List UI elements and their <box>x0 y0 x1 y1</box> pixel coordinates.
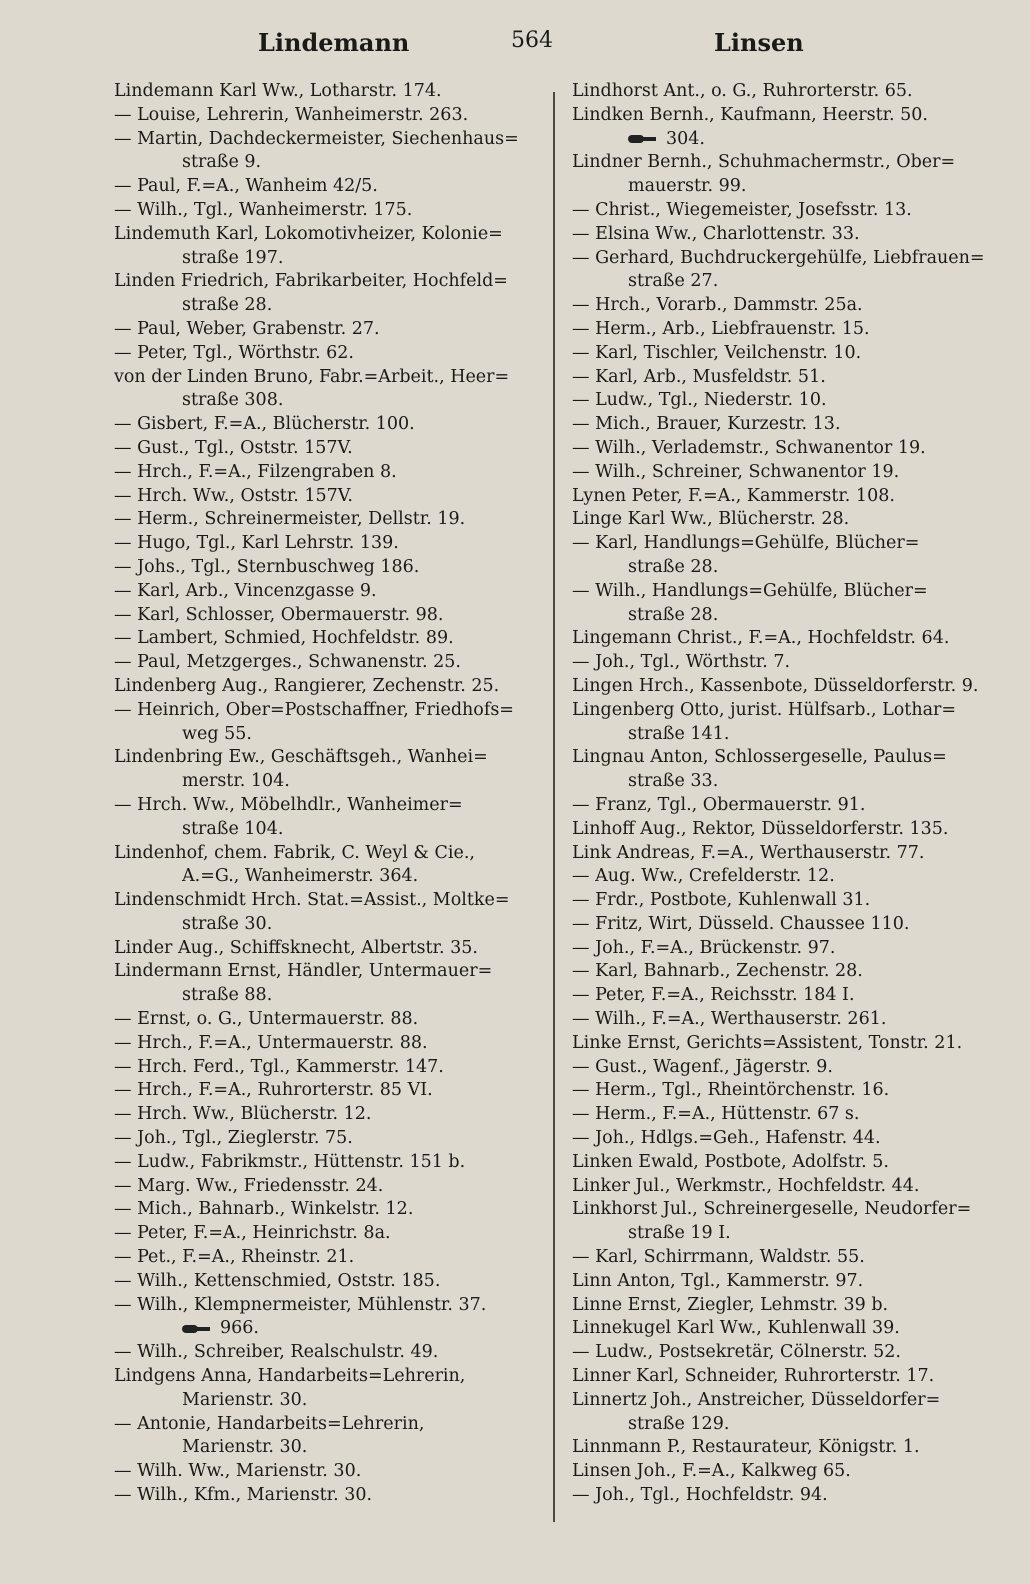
entry-text: Lindken Bernh., Kaufmann, Heerstr. 50. <box>572 104 928 125</box>
directory-entry-line <box>572 1413 1012 1437</box>
entry-text: straße 30. <box>182 913 273 934</box>
entry-text: — Heinrich, Ober=Postschaffner, Friedhofs= <box>114 699 514 720</box>
directory-entry-line <box>572 1389 1012 1413</box>
entry-text: — Ludw., Tgl., Niederstr. 10. <box>572 390 827 411</box>
directory-entry-line <box>114 318 544 342</box>
directory-entry-line <box>114 1175 544 1199</box>
entry-text: — Peter, F.=A., Heinrichstr. 8a. <box>114 1223 391 1244</box>
entry-text: Lindenhof, chem. Fabrik, C. Weyl & Cie., <box>114 842 475 863</box>
directory-entry-line <box>572 818 1012 842</box>
entry-text: straße 308. <box>182 390 284 411</box>
directory-entry-line <box>114 675 544 699</box>
entry-text: straße 141. <box>628 723 730 744</box>
directory-entry-line <box>572 104 1012 128</box>
directory-entry-line <box>572 318 1012 342</box>
directory-entry-line <box>572 580 1012 604</box>
entry-text: Lindhorst Ant., o. G., Ruhrorterstr. 65. <box>572 81 913 101</box>
directory-entry-line <box>114 913 544 937</box>
entry-text: — Marg. Ww., Friedensstr. 24. <box>114 1175 384 1196</box>
entry-text: — Gisbert, F.=A., Blücherstr. 100. <box>114 414 415 435</box>
entry-text: — Ludw., Fabrikmstr., Hüttenstr. 151 b. <box>114 1151 466 1172</box>
directory-entry-line <box>114 1294 544 1318</box>
directory-entry-line <box>114 461 544 485</box>
directory-entry-line <box>572 1079 1012 1103</box>
directory-entry-line <box>572 1317 1012 1341</box>
directory-entry-line <box>114 247 544 271</box>
entry-text: — Wilh., Klempnermeister, Mühlenstr. 37. <box>114 1294 487 1315</box>
entry-text: straße 28. <box>628 604 719 625</box>
entry-text: Lindenschmidt Hrch. Stat.=Assist., Moltke= <box>114 890 510 911</box>
directory-entry-line <box>114 984 544 1008</box>
entry-text: — Johs., Tgl., Sternbuschweg 186. <box>114 556 420 577</box>
directory-entry-line <box>572 1008 1012 1032</box>
entry-text: Linge Karl Ww., Blücherstr. 28. <box>572 509 850 530</box>
directory-entry-line <box>114 1198 544 1222</box>
directory-entry-line <box>572 1365 1012 1389</box>
entry-text: — Hrch., F.=A., Filzengraben 8. <box>114 461 397 482</box>
directory-entry-line <box>114 151 544 175</box>
directory-entry-line <box>572 508 1012 532</box>
entry-text: — Wilh., Schreiber, Realschulstr. 49. <box>114 1342 439 1363</box>
entry-text: — Peter, F.=A., Reichsstr. 184 I. <box>572 985 855 1006</box>
entry-text: Linn Anton, Tgl., Kammerstr. 97. <box>572 1270 864 1291</box>
directory-entry-line <box>114 104 544 128</box>
directory-entry-line <box>572 889 1012 913</box>
entry-text: — Hrch. Ww., Oststr. 157V. <box>114 485 353 506</box>
directory-entry-line <box>572 1151 1012 1175</box>
directory-entry-line <box>572 1270 1012 1294</box>
entry-text: — Martin, Dachdeckermeister, Siechenhaus= <box>114 128 519 149</box>
entry-text: Linner Karl, Schneider, Ruhrorterstr. 17. <box>572 1366 935 1387</box>
directory-entry-line <box>114 604 544 628</box>
entry-text: — Herm., Schreinermeister, Dellstr. 19. <box>114 509 466 530</box>
directory-entry-line <box>572 723 1012 747</box>
directory-entry-line <box>114 1151 544 1175</box>
directory-entry-line <box>572 699 1012 723</box>
directory-entry-line <box>114 818 544 842</box>
entry-text: mauerstr. 99. <box>628 176 747 197</box>
directory-entry-line <box>114 1246 544 1270</box>
directory-entry-line <box>114 1341 544 1365</box>
entry-text: Lindenberg Aug., Rangierer, Zechenstr. 25. <box>114 675 500 696</box>
directory-entry-line <box>572 651 1012 675</box>
entry-text: — Aug. Ww., Crefelderstr. 12. <box>572 866 835 887</box>
entry-text: straße 129. <box>628 1413 730 1434</box>
entry-text: von der Linden Bruno, Fabr.=Arbeit., Heer= <box>114 366 510 387</box>
directory-entry-line <box>114 556 544 580</box>
directory-entry-line <box>572 675 1012 699</box>
directory-entry-line <box>572 1103 1012 1127</box>
directory-entry-line <box>572 770 1012 794</box>
directory-entry-line <box>114 175 544 199</box>
page-number: 564 <box>511 28 553 53</box>
entry-text: — Hrch., Vorarb., Dammstr. 25a. <box>572 295 863 316</box>
right-column <box>572 80 1012 1508</box>
directory-entry-line <box>114 865 544 889</box>
directory-entry-line <box>114 937 544 961</box>
directory-entry-line <box>572 1032 1012 1056</box>
entry-text: A.=G., Wanheimerstr. 364. <box>182 866 419 887</box>
entry-text: — Christ., Wiegemeister, Josefsstr. 13. <box>572 199 912 220</box>
entry-text: 966. <box>220 1318 259 1339</box>
directory-entry-line <box>572 223 1012 247</box>
directory-entry-line <box>114 770 544 794</box>
directory-entry-line <box>114 627 544 651</box>
entry-text: — Hrch. Ww., Blücherstr. 12. <box>114 1104 372 1125</box>
directory-entry-line <box>114 1127 544 1151</box>
directory-entry-line <box>114 128 544 152</box>
entry-text: Lingen Hrch., Kassenbote, Düsseldorferstr. 9. <box>572 675 979 696</box>
directory-entry-line <box>572 151 1012 175</box>
directory-entry-line <box>114 294 544 318</box>
directory-entry-line <box>572 128 1012 152</box>
directory-entry-line <box>114 960 544 984</box>
entry-text: Marienstr. 30. <box>182 1389 308 1410</box>
directory-entry-line <box>114 794 544 818</box>
entry-text: — Wilh., F.=A., Werthauserstr. 261. <box>572 1009 887 1030</box>
entry-text: — Karl, Bahnarb., Zechenstr. 28. <box>572 961 863 982</box>
directory-entry-line <box>572 960 1012 984</box>
directory-entry-line <box>572 746 1012 770</box>
directory-entry-line <box>114 1103 544 1127</box>
entry-text: merstr. 104. <box>182 771 290 792</box>
entry-text: Linne Ernst, Ziegler, Lehmstr. 39 b. <box>572 1294 889 1315</box>
directory-entry-line <box>114 270 544 294</box>
entry-text: — Herm., Tgl., Rheintörchenstr. 16. <box>572 1080 890 1101</box>
entry-text: — Joh., Tgl., Zieglerstr. 75. <box>114 1128 353 1149</box>
directory-entry-line <box>114 508 544 532</box>
entry-text: Lindner Bernh., Schuhmachermstr., Ober= <box>572 152 956 173</box>
directory-entry-line <box>114 1436 544 1460</box>
entry-text: Linker Jul., Werkmstr., Hochfeldstr. 44. <box>572 1175 920 1196</box>
directory-entry-line <box>572 80 1012 104</box>
entry-text: Marienstr. 30. <box>182 1437 308 1458</box>
entry-text: Linnmann P., Restaurateur, Königstr. 1. <box>572 1437 920 1458</box>
entry-text: — Gerhard, Buchdruckergehülfe, Liebfrauen= <box>572 247 985 268</box>
entry-text: straße 9. <box>182 152 262 173</box>
directory-entry-line <box>114 651 544 675</box>
directory-entry-line <box>572 937 1012 961</box>
directory-entry-line <box>114 80 544 104</box>
directory-entry-line <box>572 199 1012 223</box>
directory-entry-line <box>572 366 1012 390</box>
directory-entry-line <box>572 1341 1012 1365</box>
directory-entry-line <box>572 842 1012 866</box>
entry-text: — Mich., Brauer, Kurzestr. 13. <box>572 414 841 435</box>
entry-text: Lingemann Christ., F.=A., Hochfeldstr. 64. <box>572 628 950 649</box>
entry-text: straße 33. <box>628 771 719 792</box>
entry-text: Linke Ernst, Gerichts=Assistent, Tonstr. 21. <box>572 1032 963 1053</box>
entry-text: — Hugo, Tgl., Karl Lehrstr. 139. <box>114 533 399 554</box>
directory-entry-line <box>572 294 1012 318</box>
directory-entry-line <box>572 1127 1012 1151</box>
column-divider <box>553 92 555 1522</box>
directory-entry-line <box>114 1056 544 1080</box>
entry-text: straße 19 I. <box>628 1223 731 1244</box>
entry-text: — Wilh., Kettenschmied, Oststr. 185. <box>114 1270 441 1291</box>
directory-entry-line <box>572 1222 1012 1246</box>
entry-text: Linkhorst Jul., Schreinergeselle, Neudorfer= <box>572 1199 972 1220</box>
directory-entry-line <box>114 532 544 556</box>
directory-entry-line <box>572 1460 1012 1484</box>
entry-text: — Wilh., Handlungs=Gehülfe, Blücher= <box>572 580 928 601</box>
entry-text: — Herm., Arb., Liebfrauenstr. 15. <box>572 318 870 339</box>
entry-text: — Franz, Tgl., Obermauerstr. 91. <box>572 794 866 815</box>
entry-text: — Wilh., Tgl., Wanheimerstr. 175. <box>114 199 413 220</box>
directory-entry-line <box>114 1222 544 1246</box>
entry-text: — Elsina Ww., Charlottenstr. 33. <box>572 223 860 244</box>
entry-text: — Joh., Tgl., Hochfeldstr. 94. <box>572 1485 828 1506</box>
entry-text: Lingenberg Otto, jurist. Hülfsarb., Lothar= <box>572 699 957 720</box>
entry-text: Lindemuth Karl, Lokomotivheizer, Kolonie= <box>114 223 503 244</box>
entry-text: straße 28. <box>628 556 719 577</box>
entry-text: — Paul, F.=A., Wanheim 42/5. <box>114 176 378 197</box>
entry-text: Linhoff Aug., Rektor, Düsseldorferstr. 135. <box>572 818 949 839</box>
entry-text: — Peter, Tgl., Wörthstr. 62. <box>114 342 354 363</box>
directory-entry-line <box>572 389 1012 413</box>
entry-text: straße 27. <box>628 271 719 292</box>
directory-entry-line <box>572 556 1012 580</box>
entry-text: — Antonie, Handarbeits=Lehrerin, <box>114 1413 425 1434</box>
entry-text: Lynen Peter, F.=A., Kammerstr. 108. <box>572 485 895 506</box>
entry-text: — Ernst, o. G., Untermauerstr. 88. <box>114 1009 419 1030</box>
entry-text: Linnertz Joh., Anstreicher, Düsseldorfer= <box>572 1389 941 1410</box>
entry-text: — Karl, Schlosser, Obermauerstr. 98. <box>114 604 444 625</box>
directory-entry-line <box>572 865 1012 889</box>
entry-text: — Ludw., Postsekretär, Cölnerstr. 52. <box>572 1342 901 1363</box>
directory-entry-line <box>114 842 544 866</box>
directory-entry-line <box>572 461 1012 485</box>
directory-entry-line <box>572 913 1012 937</box>
directory-entry-line <box>114 1484 544 1508</box>
directory-entry-line <box>114 746 544 770</box>
header-right-keyword: Linsen <box>714 28 804 57</box>
entry-text: — Pet., F.=A., Rheinstr. 21. <box>114 1247 355 1268</box>
entry-text: 304. <box>666 128 705 149</box>
left-column <box>114 80 544 1508</box>
entry-text: — Wilh., Schreiner, Schwanentor 19. <box>572 461 900 482</box>
directory-entry-line <box>572 604 1012 628</box>
entry-text: straße 88. <box>182 985 273 1006</box>
directory-entry-line <box>114 437 544 461</box>
directory-entry-line <box>572 1056 1012 1080</box>
entry-text: — Hrch., F.=A., Untermauerstr. 88. <box>114 1032 428 1053</box>
directory-entry-line <box>572 532 1012 556</box>
entry-text: — Frdr., Postbote, Kuhlenwall 31. <box>572 890 871 911</box>
entry-text: — Paul, Weber, Grabenstr. 27. <box>114 318 380 339</box>
entry-text: — Wilh., Kfm., Marienstr. 30. <box>114 1485 373 1506</box>
entry-text: straße 197. <box>182 247 284 268</box>
directory-entry-line <box>114 699 544 723</box>
entry-text: Lingnau Anton, Schlossergeselle, Paulus= <box>572 747 947 768</box>
directory-entry-line <box>114 389 544 413</box>
directory-entry-line <box>572 1246 1012 1270</box>
entry-text: — Gust., Tgl., Oststr. 157V. <box>114 437 353 458</box>
directory-entry-line <box>114 1317 544 1341</box>
directory-entry-line <box>114 366 544 390</box>
entry-text: — Karl, Handlungs=Gehülfe, Blücher= <box>572 533 920 554</box>
directory-entry-line <box>572 342 1012 366</box>
entry-text: — Paul, Metzgerges., Schwanenstr. 25. <box>114 652 461 673</box>
entry-text: Linsen Joh., F.=A., Kalkweg 65. <box>572 1461 851 1482</box>
directory-entry-line <box>114 1413 544 1437</box>
entry-text: Linnekugel Karl Ww., Kuhlenwall 39. <box>572 1318 900 1339</box>
entry-text: — Joh., Tgl., Wörthstr. 7. <box>572 652 791 673</box>
entry-text: — Hrch., F.=A., Ruhrorterstr. 85 VI. <box>114 1080 433 1101</box>
entry-text: Lindemann Karl Ww., Lotharstr. 174. <box>114 81 442 101</box>
directory-entry-line <box>572 1175 1012 1199</box>
telephone-icon <box>182 1323 212 1335</box>
directory-entry-line <box>572 175 1012 199</box>
directory-entry-line <box>572 413 1012 437</box>
directory-entry-line <box>114 580 544 604</box>
directory-entry-line <box>572 1198 1012 1222</box>
directory-entry-line <box>114 342 544 366</box>
header-left-keyword: Lindemann <box>258 28 410 57</box>
entry-text: — Hrch. Ww., Möbelhdlr., Wanheimer= <box>114 794 463 815</box>
directory-entry-line <box>114 1270 544 1294</box>
directory-entry-line <box>114 1389 544 1413</box>
entry-text: — Wilh. Ww., Marienstr. 30. <box>114 1461 362 1482</box>
entry-text: — Louise, Lehrerin, Wanheimerstr. 263. <box>114 104 469 125</box>
entry-text: — Karl, Arb., Vincenzgasse 9. <box>114 580 377 601</box>
entry-text: straße 28. <box>182 295 273 316</box>
entry-text: — Karl, Schirrmann, Waldstr. 55. <box>572 1247 865 1268</box>
directory-entry-line <box>114 1008 544 1032</box>
directory-entry-line <box>114 1079 544 1103</box>
directory-entry-line <box>572 1436 1012 1460</box>
directory-entry-line <box>114 1365 544 1389</box>
directory-entry-line <box>572 437 1012 461</box>
entry-text: — Karl, Arb., Musfeldstr. 51. <box>572 366 826 387</box>
entry-text: — Lambert, Schmied, Hochfeldstr. 89. <box>114 628 454 649</box>
directory-entry-line <box>114 413 544 437</box>
entry-text: Lindermann Ernst, Händler, Untermauer= <box>114 961 493 982</box>
directory-entry-line <box>114 199 544 223</box>
directory-entry-line <box>572 1484 1012 1508</box>
page-header <box>0 28 1030 68</box>
entry-text: Linder Aug., Schiffsknecht, Albertstr. 35. <box>114 937 478 958</box>
directory-entry-line <box>572 1294 1012 1318</box>
entry-text: straße 104. <box>182 818 284 839</box>
entry-text: weg 55. <box>182 723 252 744</box>
directory-entry-line <box>572 247 1012 271</box>
entry-text: Lindgens Anna, Handarbeits=Lehrerin, <box>114 1366 466 1387</box>
directory-entry-line <box>114 1032 544 1056</box>
directory-entry-line <box>114 485 544 509</box>
entry-text: — Mich., Bahnarb., Winkelstr. 12. <box>114 1199 414 1220</box>
entry-text: Linken Ewald, Postbote, Adolfstr. 5. <box>572 1151 889 1172</box>
directory-entry-line <box>114 723 544 747</box>
entry-text: — Gust., Wagenf., Jägerstr. 9. <box>572 1056 833 1077</box>
entry-text: Linden Friedrich, Fabrikarbeiter, Hochfeld= <box>114 271 508 292</box>
entry-text: — Herm., F.=A., Hüttenstr. 67 s. <box>572 1104 860 1125</box>
directory-entry-line <box>114 223 544 247</box>
entry-text: Lindenbring Ew., Geschäftsgeh., Wanhei= <box>114 747 488 768</box>
directory-entry-line <box>572 627 1012 651</box>
directory-entry-line <box>572 485 1012 509</box>
entry-text: — Joh., Hdlgs.=Geh., Hafenstr. 44. <box>572 1128 881 1149</box>
entry-text: Link Andreas, F.=A., Werthauserstr. 77. <box>572 842 925 863</box>
directory-entry-line <box>572 270 1012 294</box>
entry-text: — Fritz, Wirt, Düsseld. Chaussee 110. <box>572 913 910 934</box>
directory-entry-line <box>572 984 1012 1008</box>
entry-text: — Karl, Tischler, Veilchenstr. 10. <box>572 342 862 363</box>
directory-entry-line <box>114 1460 544 1484</box>
telephone-icon <box>628 133 658 145</box>
entry-text: — Wilh., Verlademstr., Schwanentor 19. <box>572 437 926 458</box>
entry-text: — Hrch. Ferd., Tgl., Kammerstr. 147. <box>114 1056 444 1077</box>
directory-entry-line <box>572 794 1012 818</box>
entry-text: — Joh., F.=A., Brückenstr. 97. <box>572 937 836 958</box>
directory-entry-line <box>114 889 544 913</box>
